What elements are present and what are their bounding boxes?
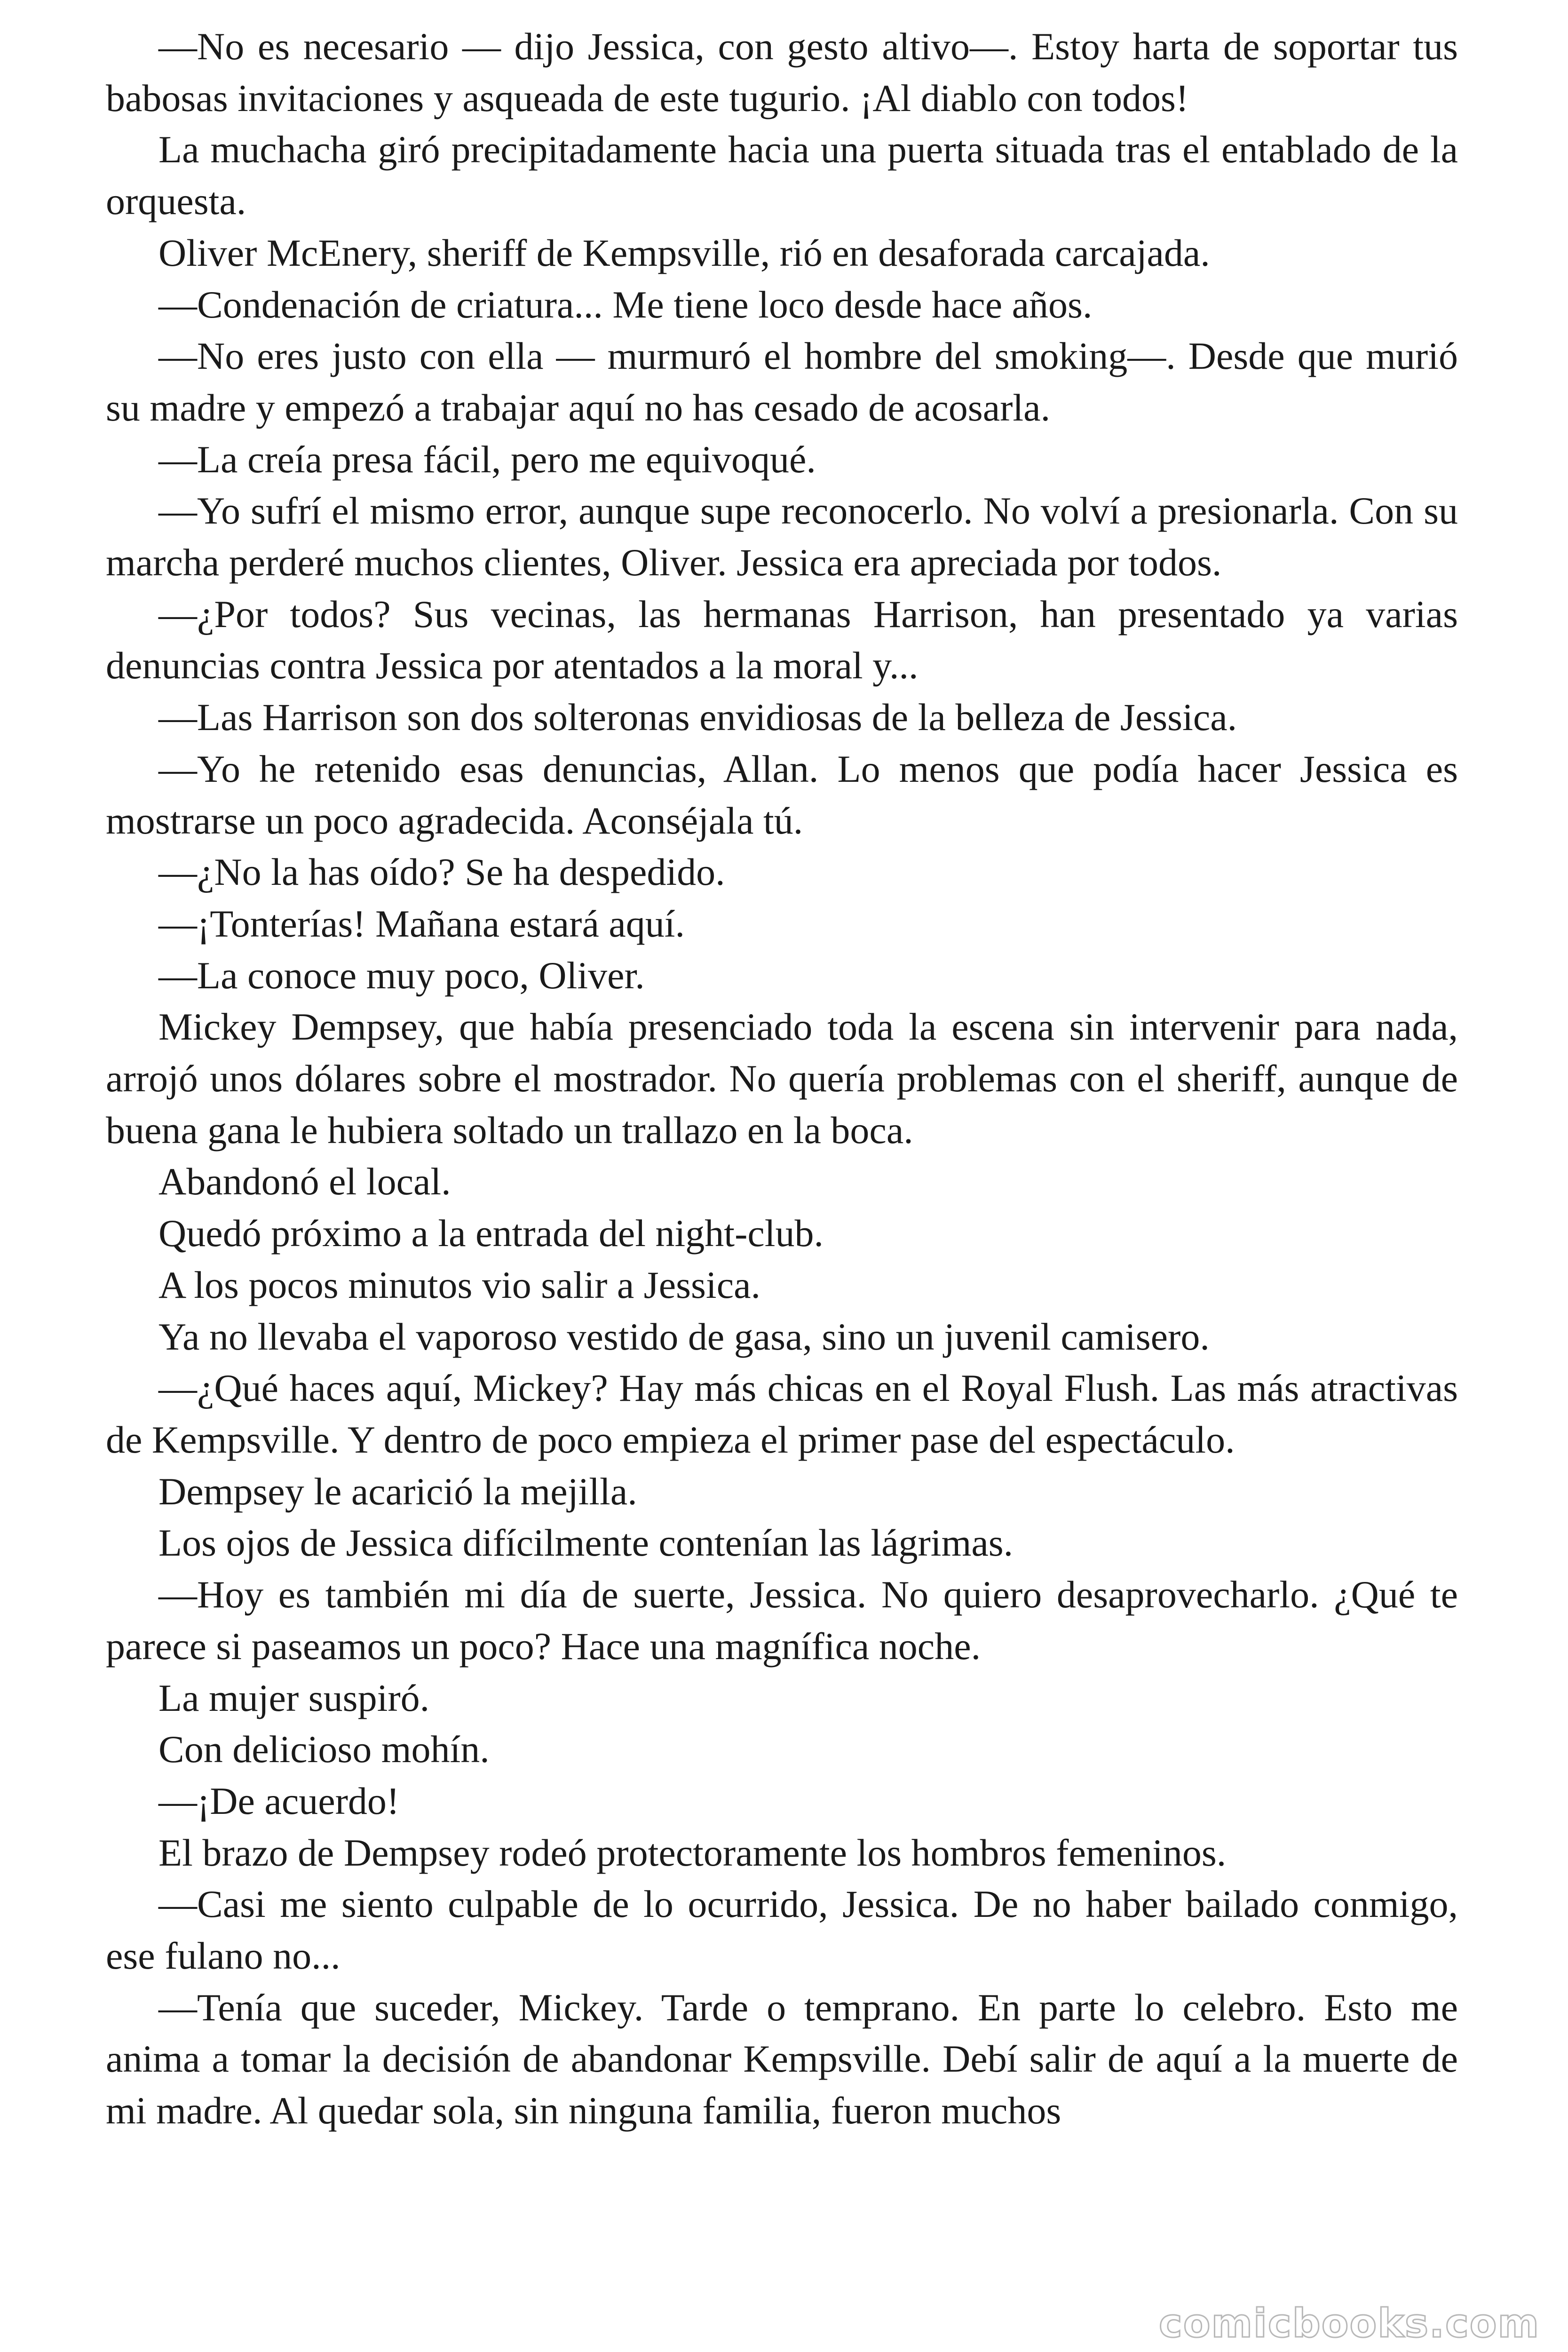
page-text <box>106 21 1458 2137</box>
paragraph: —Tenía que suceder, Mickey. Tarde o temprano. En parte lo celebro. Esto me anima a tomar la decisión de abandonar Kempsville. Debí salir de aquí a la muerte de mi madre. Al quedar sola, sin ninguna familia, fueron muchos <box>106 1986 1458 2132</box>
watermark: comicbooks.com <box>1159 2300 1540 2346</box>
paragraph: Oliver McEnery, sheriff de Kempsville, rió en desaforada carcajada. <box>158 231 1210 274</box>
paragraph: —Condenación de criatura... Me tiene loco desde hace años. <box>158 283 1093 326</box>
paragraph: —¡De acuerdo! <box>158 1779 400 1822</box>
paragraph: Dempsey le acarició la mejilla. <box>158 1470 637 1513</box>
paragraph: —La conoce muy poco, Oliver. <box>158 954 645 997</box>
paragraph: Ya no llevaba el vaporoso vestido de gasa, sino un juvenil camisero. <box>158 1315 1210 1358</box>
paragraph: Quedó próximo a la entrada del night-club. <box>158 1212 824 1255</box>
paragraph: —¿Por todos? Sus vecinas, las hermanas Harrison, han presentado ya varias denuncias contra Jessica por atentados a la moral y... <box>106 592 1458 687</box>
paragraph: Los ojos de Jessica difícilmente contenían las lágrimas. <box>158 1521 1014 1565</box>
paragraph: —Las Harrison son dos solteronas envidiosas de la belleza de Jessica. <box>158 696 1237 739</box>
paragraph: —Yo sufrí el mismo error, aunque supe reconocerlo. No volví a presionarla. Con su marcha perderé muchos clientes, Oliver. Jessica era apreciada por todos. <box>106 489 1458 584</box>
paragraph: Mickey Dempsey, que había presenciado toda la escena sin intervenir para nada, arrojó unos dólares sobre el mostrador. No quería problemas con el sheriff, aunque de buena gana le hubiera soltado un trallazo en la boca. <box>106 1005 1458 1152</box>
paragraph: El brazo de Dempsey rodeó protectoramente los hombros femeninos. <box>158 1831 1227 1874</box>
paragraph: La mujer suspiró. <box>158 1676 430 1719</box>
paragraph: —Casi me siento culpable de lo ocurrido, Jessica. De no haber bailado conmigo, ese fulano no... <box>106 1883 1458 1978</box>
paragraph: A los pocos minutos vio salir a Jessica. <box>158 1263 761 1306</box>
paragraph: —No eres justo con ella — murmuró el hombre del smoking—. Desde que murió su madre y empezó a trabajar aquí no has cesado de acosarla. <box>106 334 1458 429</box>
paragraph: —La creía presa fácil, pero me equivoqué. <box>158 437 816 481</box>
paragraph: —¿Qué haces aquí, Mickey? Hay más chicas en el Royal Flush. Las más atractivas de Kempsville. Y dentro de poco empieza el primer pase del espectáculo. <box>106 1367 1458 1461</box>
paragraph: —No es necesario — dijo Jessica, con gesto altivo—. Estoy harta de soportar tus babosas invitaciones y asqueada de este tugurio. ¡Al diablo con todos! <box>106 25 1458 119</box>
paragraph: —Yo he retenido esas denuncias, Allan. Lo menos que podía hacer Jessica es mostrarse un poco agradecida. Aconséjala tú. <box>106 747 1458 842</box>
paragraph: Abandonó el local. <box>158 1160 451 1203</box>
paragraph: Con delicioso mohín. <box>158 1728 490 1771</box>
paragraph: La muchacha giró precipitadamente hacia una puerta situada tras el entablado de la orquesta. <box>106 128 1458 223</box>
paragraph: —¿No la has oído? Se ha despedido. <box>158 850 725 894</box>
paragraph: —¡Tonterías! Mañana estará aquí. <box>158 902 685 945</box>
paragraph: —Hoy es también mi día de suerte, Jessica. No quiero desaprovecharlo. ¿Qué te parece si paseamos un poco? Hace una magnífica noche. <box>106 1573 1458 1668</box>
